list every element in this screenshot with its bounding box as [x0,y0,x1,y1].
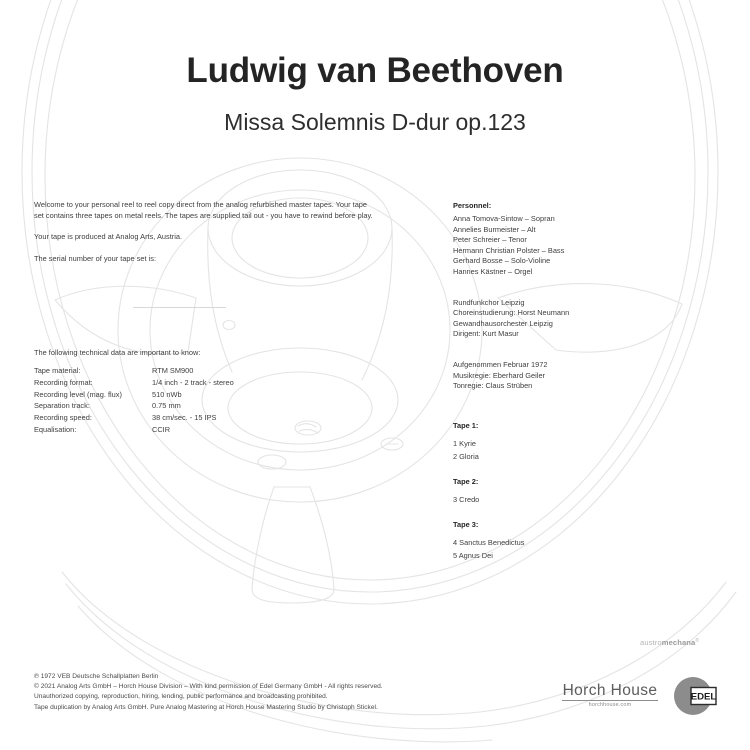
technical-data-table [34,366,234,437]
welcome-paragraph: Welcome to your personal reel to reel copy direct from the analog refurbished master tapes. Your tape set contains three tapes on metal reels. The tapes are supplied tail out - you have to rewind before play. [34,200,373,220]
horch-house-logo [562,682,658,709]
tech-label: Recording format: [34,377,93,387]
tech-label: Recording speed: [34,413,92,423]
title-block [0,52,750,135]
technical-data-rows [34,366,234,437]
austromechana-light-text: austro [640,638,662,647]
tech-label: Recording level (mag. flux) [34,389,122,399]
tape-2-group [453,476,693,506]
personnel-block [453,200,693,278]
serial-number-write-line [133,307,226,308]
tape-2-heading: Tape 2: [453,476,479,486]
produced-paragraph: Your tape is produced at Analog Arts, Austria. [34,232,183,242]
registered-trademark-icon: ® [695,638,700,644]
track-item: 2 Gloria [453,451,479,461]
horch-house-name: Horch House [562,682,658,699]
legal-line: ℗ 1972 VEB Deutsche Schallplatten Berlin [34,673,159,680]
tape-1-heading: Tape 1: [453,420,479,430]
tape-1-group [453,420,693,463]
tech-value: CCIR [152,424,171,434]
ensemble-block [453,298,693,340]
list-item: Annelies Burmeister – Alt [453,224,536,234]
table-row [34,390,234,402]
austromechana-bold-text: mechana [661,638,696,647]
table-row [34,413,234,425]
list-item: Dirigent: Kurt Masur [453,329,519,339]
track-item: 4 Sanctus Benedictus [453,537,525,547]
table-row [34,366,234,378]
tech-value: 510 nWb [152,389,182,399]
legal-line: Unauthorized copying, reproduction, hiring, lending, public performance and broadcasting prohibited. [34,693,328,701]
legal-line: © 2021 Analog Arts GmbH – Horch House Division – With kind permission of Edel Germany GmbH - All rights reserved. [34,683,383,691]
left-column [34,200,374,275]
page-subtitle: Missa Solemnis D-dur op.123 [224,108,526,135]
legal-line: Tape duplication by Analog Arts GmbH. Pure Analog Mastering at Horch House Mastering Studio by Christoph Stickel. [34,703,378,711]
horch-house-underline [562,700,658,701]
tech-value: RTM SM900 [152,366,194,375]
horch-house-url: horchhouse.com [588,702,632,708]
edel-wordmark: EDEL [690,691,717,703]
reel-screw-hole-bottom [258,455,286,469]
footer-legal-text [34,672,383,713]
track-item: 3 Credo [453,494,480,504]
list-item: Musikregie: Eberhard Geiler [453,370,546,380]
track-item: 1 Kyrie [453,438,477,448]
list-item: Choreinstudierung: Horst Neumann [453,308,570,318]
tech-label: Equalisation: [34,424,77,434]
list-item: Anna Tomova-Sintow – Sopran [453,214,555,223]
austromechana-logo [640,638,699,647]
serial-number-paragraph: The serial number of your tape set is: [34,253,157,263]
reel-leg-shape [252,487,334,603]
list-item: Gewandhausorchester Leipzig [453,318,553,328]
track-item: 5 Agnus Dei [453,550,493,560]
reel-cutout-left [55,286,196,354]
technical-data-intro: The following technical data are important to know: [34,348,201,357]
list-item: Aufgenommen Februar 1972 [453,359,548,369]
tech-value: 0.75 mm [152,401,181,411]
page-title: Ludwig van Beethoven [186,51,564,90]
reel-spindle-mark [295,421,321,435]
tech-label: Separation track: [34,401,90,411]
production-block [453,360,693,392]
list-item: Hermann Christian Polster – Bass [453,245,565,255]
reel-screw-hole-right [381,438,403,450]
list-item: Hannes Kästner – Orgel [453,266,533,276]
tape-3-group [453,519,693,562]
reel-screw-hole-left [223,321,235,330]
reel-spindle-detail-1 [298,424,316,427]
list-item: Rundfunkchor Leipzig [453,297,525,307]
reel-spindle-detail-2 [299,429,318,433]
right-column [453,200,693,575]
list-item: Gerhard Bosse – Solo-Violine [453,256,551,266]
reel-hub-bottom-inner [228,372,372,444]
tape-3-heading: Tape 3: [453,519,479,529]
list-item: Peter Schreier – Tenor [453,235,527,245]
edel-logo [672,674,718,718]
tech-value: 1/4 inch - 2 track - stereo [152,377,234,387]
tech-value: 38 cm/sec. - 15 IPS [152,413,217,423]
table-row [34,425,234,437]
table-row [34,401,234,413]
tech-label: Tape material: [34,366,81,375]
table-row [34,378,234,390]
list-item: Tonregie: Claus Strüben [453,381,533,391]
personnel-heading: Personnel: [453,201,492,210]
